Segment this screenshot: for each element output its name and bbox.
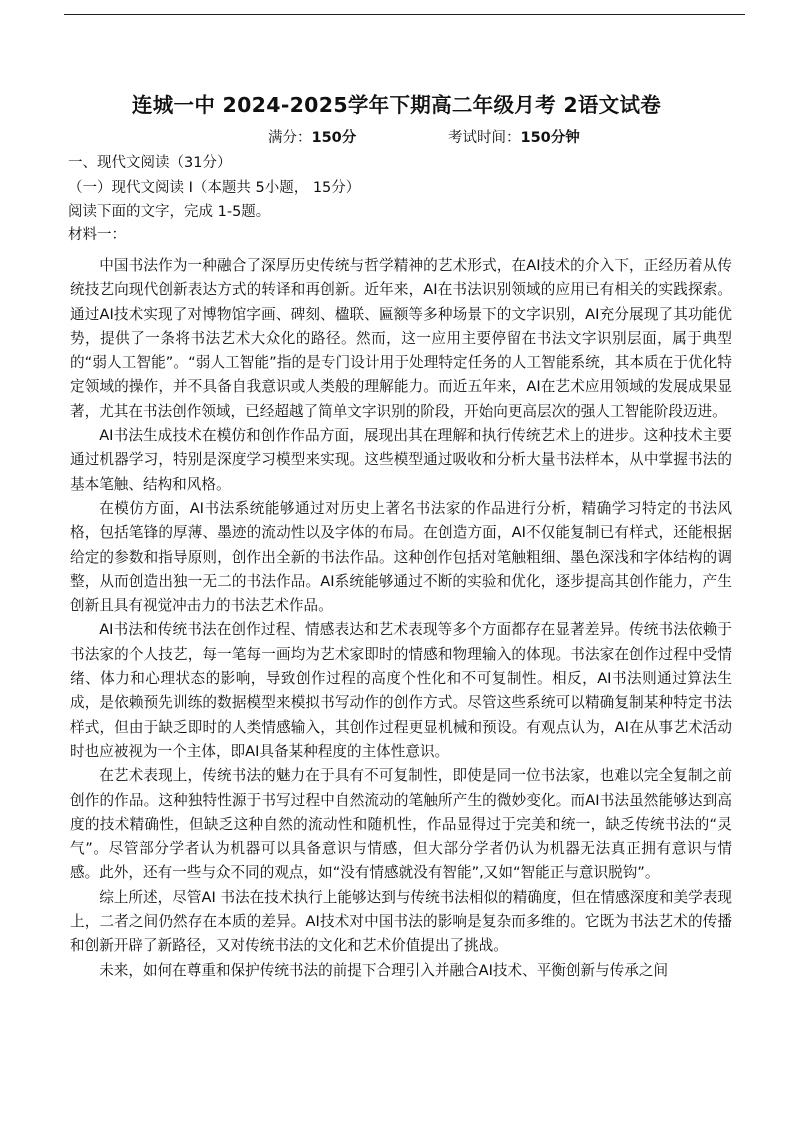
passage-paragraph: 中国书法作为一种融合了深厚历史传统与哲学精神的艺术形式，在AI技术的介入下，正经历着从传统技艺向现代创新表达方式的转译和再创新。近年来，AI在书法识别领域的应用已有相关的实践探索。通过AI技术实现了对博物馆字画、碑刻、楹联、匾额等多种场景下的文字识别，AI充分展现了其功能优势，提供了一条将书法艺术大众化的路径。然而，这一应用主要停留在书法文字识别层面，属于典型的“弱人工智能”。“弱人工智能”指的是专门设计用于处理特定任务的人工智能系统，其本质在于优化特定领域的操作，并不具备自我意识或人类般的理解能力。而近五年来，AI在艺术应用领域的发展成果显著，尤其在书法创作领域，已经超越了简单文字识别的阶段，开始向更高层次的强人工智能阶段迈进。 <box>70 257 732 420</box>
full-score-label: 满分： <box>268 130 312 146</box>
reading-instruction: 阅读下面的文字，完成 1-5题。 <box>68 204 271 220</box>
full-score-value: 150分 <box>311 130 357 146</box>
passage-paragraph: 在艺术表现上，传统书法的魅力在于具有不可复制性，即使是同一位书法家，也难以完全复制之前创作的作品。这种独特性源于书写过程中自然流动的笔触所产生的微妙变化。而AI书法虽然能够达到高度的技术精确性，但缺乏这种自然的流动性和随机性，作品显得过于完美和统一，缺乏传统书法的“灵气”。尽管部分学者认为机器可以具备意识与情感，但大部分学者仍认为机器无法真正拥有意识与情感。此外，还有一些与众不同的观点，如“没有情感就没有智能”,又如“智能正与意识脱钩”。 <box>70 767 732 882</box>
passage-paragraph: 在模仿方面，AI书法系统能够通过对历史上著名书法家的作品进行分析，精确学习特定的书法风格，包括笔锋的厚薄、墨迹的流动性以及字体的布局。在创造方面，AI不仅能复制已有样式，还能根据给定的参数和指导原则，创作出全新的书法作品。这种创作包括对笔触粗细、墨色深浅和字体结构的调整，从而创造出独一无二的书法作品。AI系统能够通过不断的实验和优化，逐步提高其创作能力，产生创新且具有视觉冲击力的书法艺术作品。 <box>70 499 732 615</box>
passage-paragraph: 综上所述，尽管AI 书法在技术执行上能够达到与传统书法相似的精确度，但在情感深度和美学表现上，二者之间仍然存在本质的差异。AI技术对中国书法的影响是复杂而多维的。它既为书法艺术的传播和创新开辟了新路径，又对传统书法的文化和艺术价值提出了挑战。 <box>70 888 732 955</box>
material-label: 材料一： <box>68 227 126 243</box>
exam-time-label: 考试时间： <box>448 130 521 146</box>
section-heading: 一、现代文阅读（31分） <box>68 155 232 171</box>
full-score <box>268 126 356 147</box>
passage-paragraph: 未来，如何在尊重和保护传统书法的前提下合理引入并融合AI技术、平衡创新与传承之间 <box>99 961 669 979</box>
passage-paragraph: AI书法生成技术在模仿和创作作品方面，展现出其在理解和执行传统艺术上的进步。这种技术主要通过机器学习，特别是深度学习模型来实现。这些模型通过吸收和分析大量书法样本，从中掌握书法的基本笔触、结构和风格。 <box>70 427 732 493</box>
passage-paragraph: AI书法和传统书法在创作过程、情感表达和艺术表现等多个方面都存在显著差异。传统书法依赖于书法家的个人技艺，每一笔每一画均为艺术家即时的情感和物理输入的体现。书法家在创作过程中受情绪、体力和心理状态的影响，导致创作过程的高度个性化和不可复制性。相反，AI书法则通过算法生成，是依赖预先训练的数据模型来模拟书写动作的创作方式。尽管这些系统可以精确复制某种特定书法样式，但由于缺乏即时的人类情感输入，其创作过程更显机械和预设。有观点认为，AI在从事艺术活动时也应被视为一个主体，即AI具备某种程度的主体性意识。 <box>70 621 732 760</box>
exam-title: 连城一中 2024-2025学年下期高二年级月考 2语文试卷 <box>131 93 662 117</box>
header-rule <box>64 14 745 15</box>
exam-time <box>448 126 580 147</box>
exam-time-value: 150分钟 <box>520 130 580 146</box>
reading-passage <box>70 254 732 983</box>
subsection-heading: （一）现代文阅读 I（本题共 5小题， 15分） <box>68 180 361 196</box>
exam-meta <box>0 126 793 148</box>
